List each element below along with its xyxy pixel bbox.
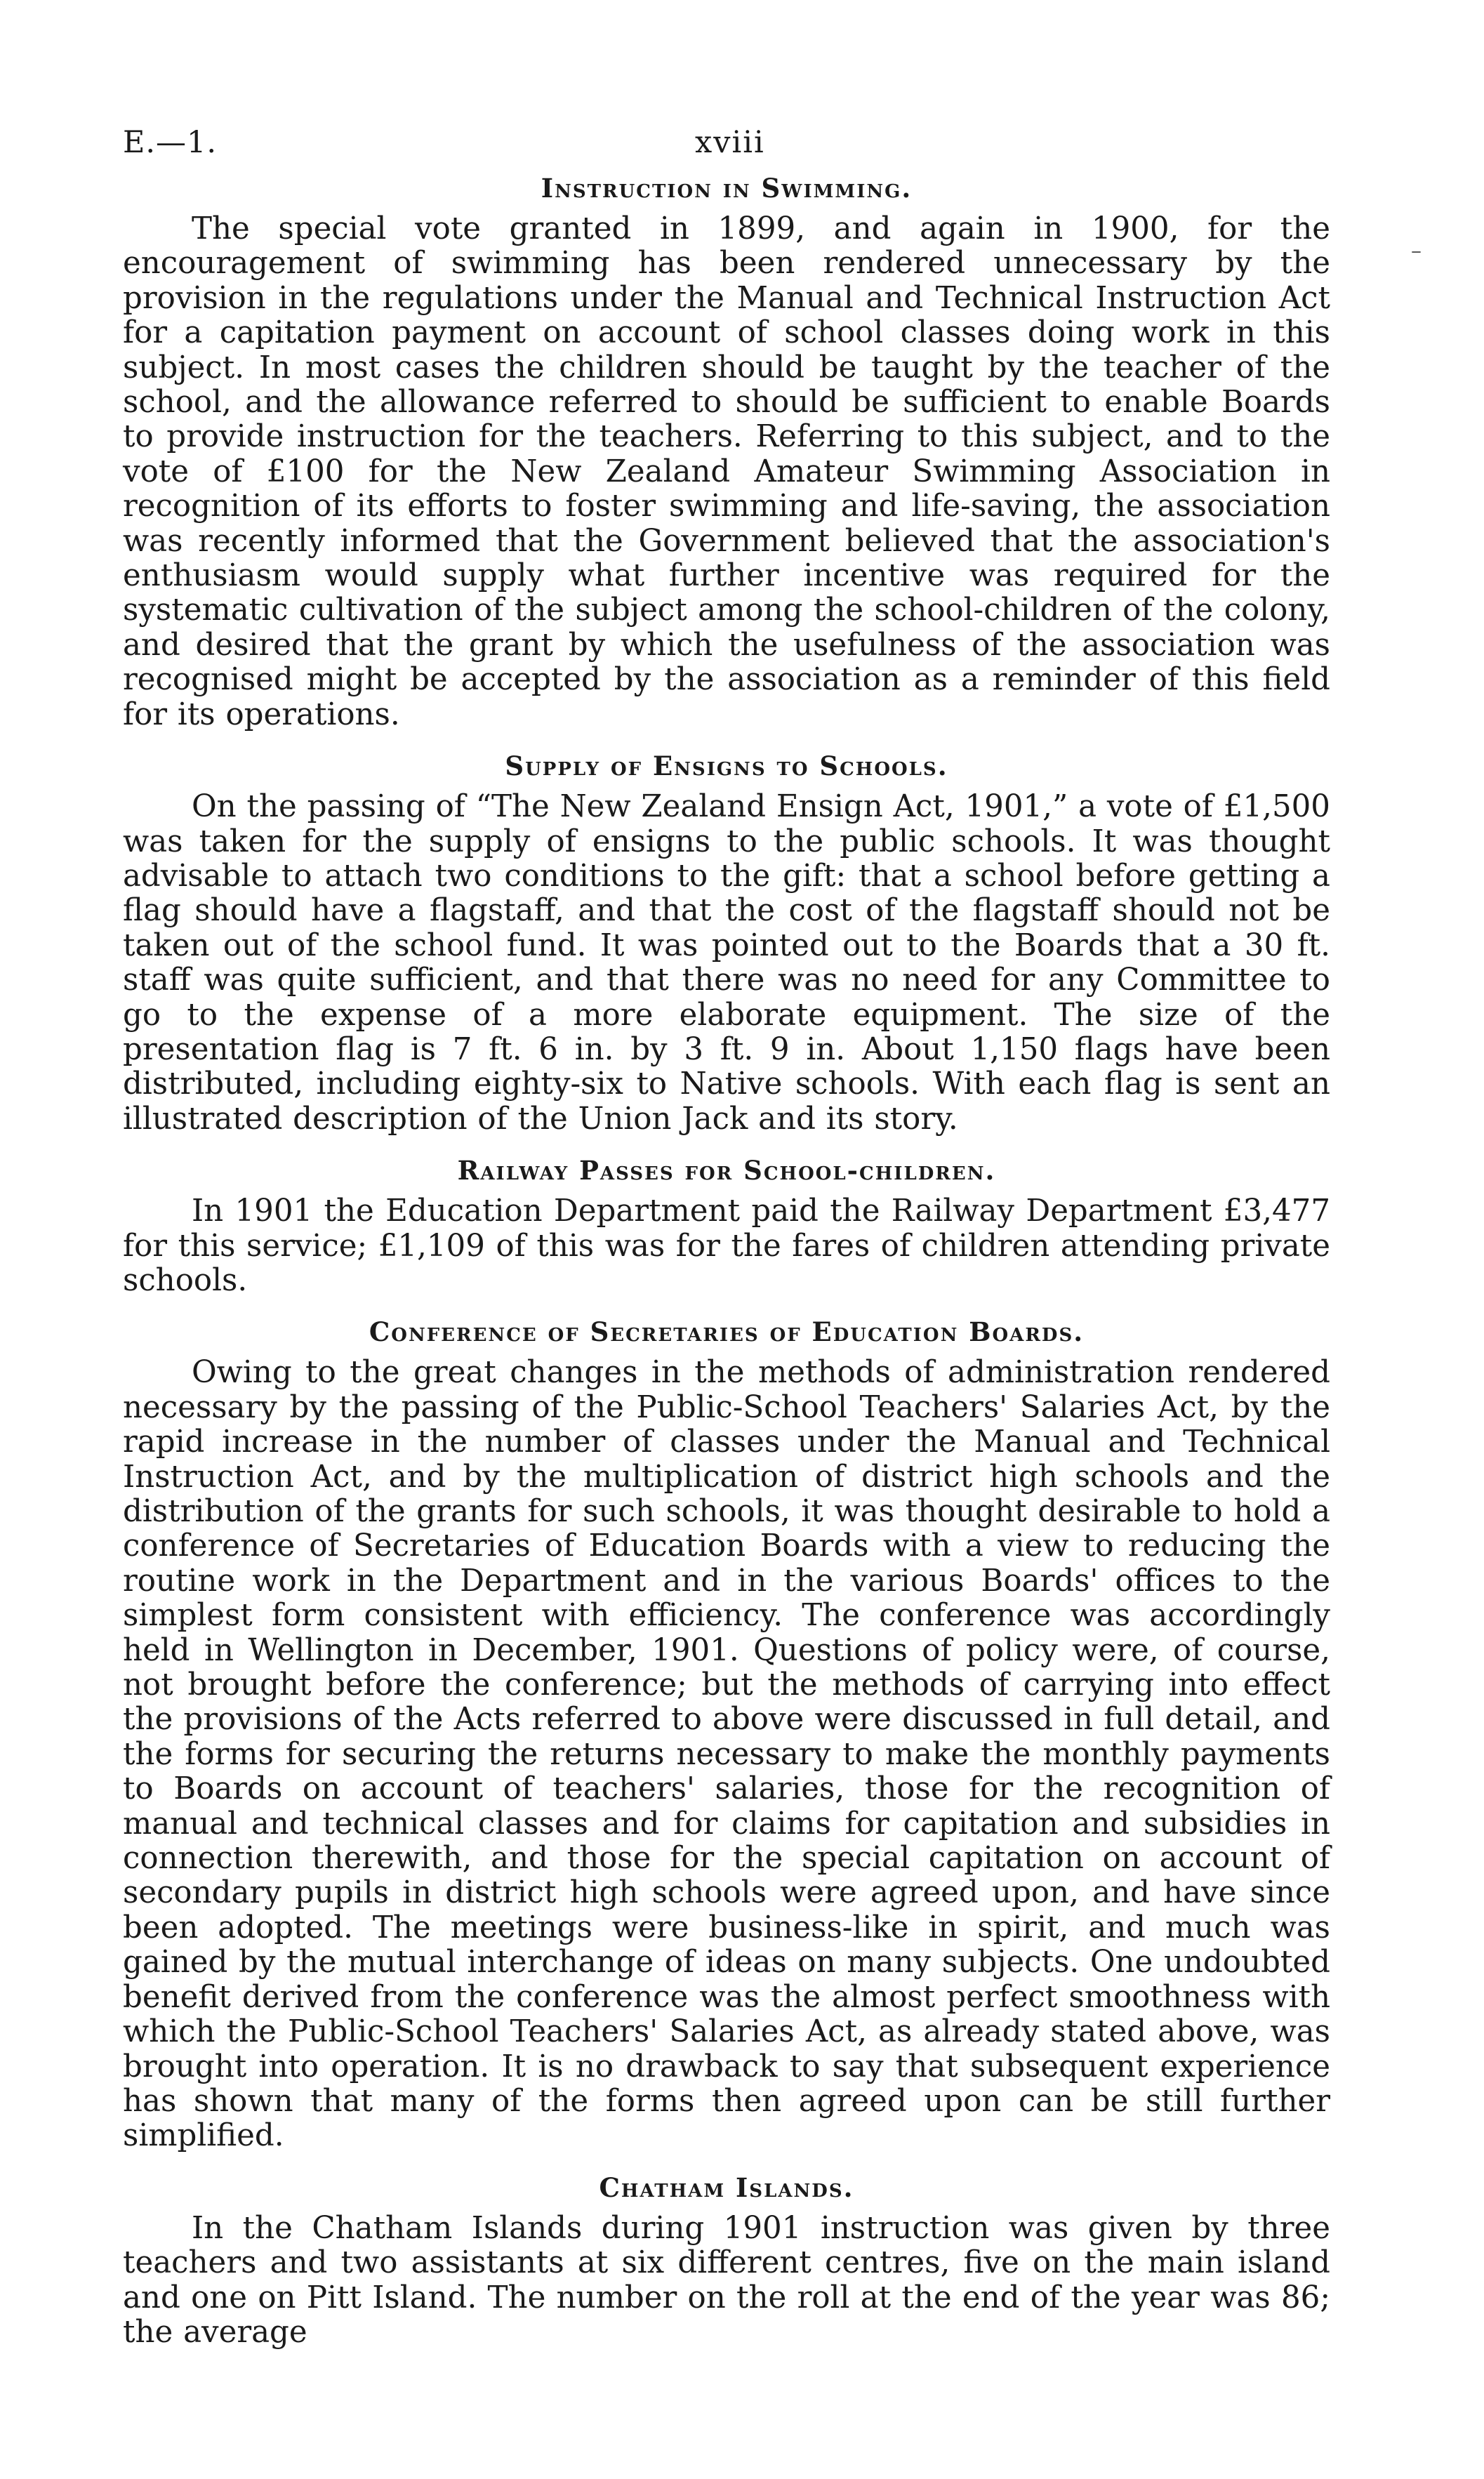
section-paragraph: Owing to the great changes in the methods of administration rendered necessary by the passing of the Public-School Teachers' Salaries Act, by the rapid increase in the number of classes under the Manual and Technical Instruction Act, and by the multiplication of district high schools and the distribution of the grants for such schools, it was thought desirable to hold a conference of Secretaries of Education Boards with a view to reducing the routine work in the Department and in the various Boards' offices to the simplest form consistent with efficiency. The conference was accordingly held in Wellington in December, 1901. Questions of policy were, of course, not brought before the conference; but the methods of carrying into effect the provisions of the Acts referred to above were discussed in full detail, and the forms for securing the returns necessary to make the monthly payments to Boards on account of teachers' salaries, those for the recognition of manual and technical classes and for claims for capitation and subsidies in connection therewith, and those for the special capitation on account of secondary pupils in district high schools were agreed upon, and have since been adopted. The meetings were business-like in spirit, and much was gained by the mutual interchange of ideas on many subjects. One undoubted benefit derived from the conference was the almost perfect smoothness with which the Public-School Teachers' Salaries Act, as already stated above, was brought into operation. It is no drawback to say that subsequent experience has shown that many of the forms then agreed upon can be still further simplified.	[123, 1355, 1330, 2154]
section-paragraph: The special vote granted in 1899, and again in 1900, for the encouragement of swimming has been rendered unnecessary by the provision in the regulations under the Manual and Technical Instruction Act for a capitation payment on account of school classes doing work in this subject. In most cases the children should be taught by the teacher of the school, and the allowance referred to should be sufficient to enable Boards to provide instruction for the teachers. Referring to this subject, and to the vote of £100 for the New Zealand Amateur Swimming Association in recognition of its efforts to foster swimming and life-saving, the association was recently informed that the Government believed that the association's enthusiasm would supply what further incentive was required for the systematic cultivation of the subject among the school-children of the colony, and desired that the grant by which the usefulness of the association was recognised might be accepted by the association as a reminder of this field for its operations.	[123, 211, 1330, 732]
section-railway-passes	[123, 1152, 1330, 1298]
section-heading: Instruction in Swimming.	[541, 173, 913, 204]
section-heading: Chatham Islands.	[599, 2171, 854, 2203]
page-number: xviii	[695, 125, 765, 160]
section-heading: Supply of Ensigns to Schools.	[505, 751, 948, 782]
section-paragraph: In the Chatham Islands during 1901 instruction was given by three teachers and two assistants at six different centres, five on the main island and one on Pitt Island. The number on the roll at the end of the year was 86; the average	[123, 2210, 1330, 2350]
section-ensigns	[123, 748, 1330, 1137]
page-body	[123, 170, 1330, 2365]
section-paragraph: On the passing of “The New Zealand Ensign Act, 1901,” a vote of £1,500 was taken for the supply of ensigns to the public schools. It was thought advisable to attach two conditions to the gift: that a school before getting a flag should have a flagstaff, and that the cost of the flagstaff should not be taken out of the school fund. It was pointed out to the Boards that a 30 ft. staff was quite sufficient, and that there was no need for any Committee to go to the expense of a more elaborate equipment. The size of the presentation flag is 7 ft. 6 in. by 3 ft. 9 in. About 1,150 flags have been distributed, including eighty-six to Native schools. With each flag is sent an illustrated description of the Union Jack and its story.	[123, 789, 1330, 1137]
section-paragraph: In 1901 the Education Department paid the Railway Department £3,477 for this service; £1,109 of this was for the fares of children attending private schools.	[123, 1194, 1330, 1298]
document-reference: E.—1.	[123, 125, 218, 160]
section-heading: Railway Passes for School-children.	[457, 1155, 996, 1186]
section-conference	[123, 1314, 1330, 2153]
section-swimming	[123, 170, 1330, 732]
margin-dash-mark: –	[1411, 239, 1422, 263]
page-header	[123, 125, 1330, 167]
section-heading: Conference of Secretaries of Education Boards.	[369, 1316, 1085, 1348]
section-chatham-islands	[123, 2169, 1330, 2351]
